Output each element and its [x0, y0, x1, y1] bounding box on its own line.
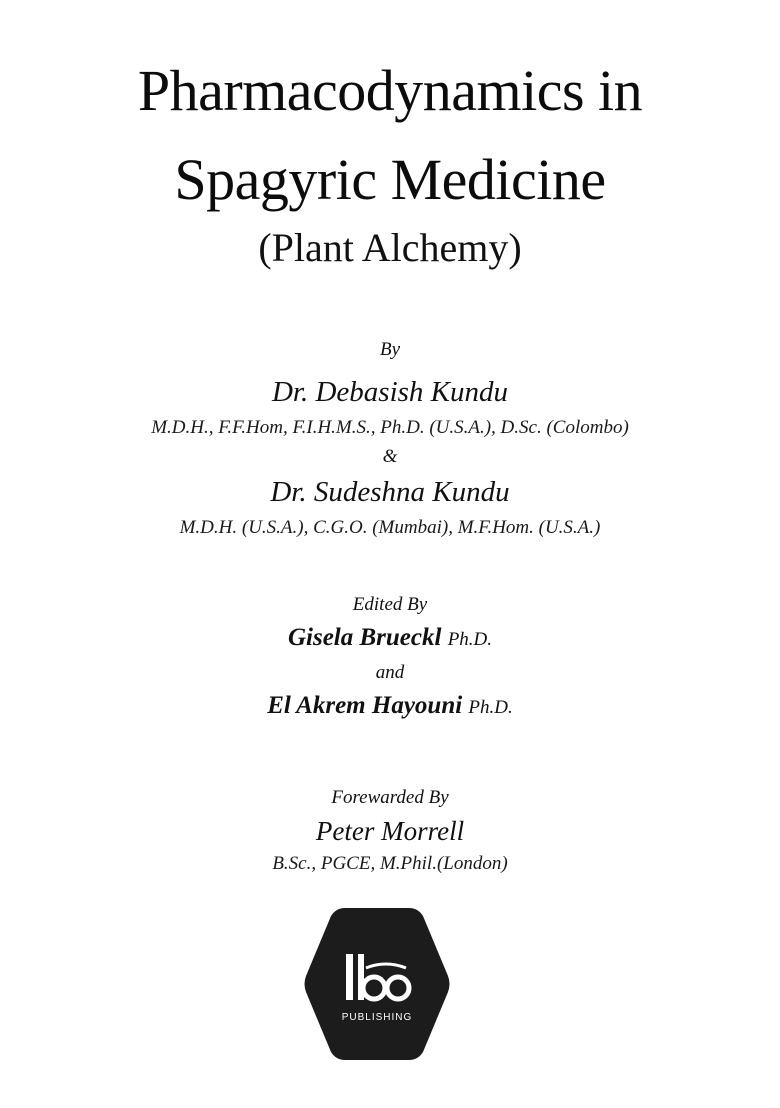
editor-2-name: El Akrem Hayouni: [267, 692, 463, 719]
editor-1-name: Gisela Brueckl: [287, 624, 442, 651]
ampersand: &: [382, 446, 398, 467]
svg-text:PUBLISHING: PUBLISHING: [341, 1012, 413, 1023]
editor-2: [0, 692, 780, 722]
editor-1-degree: Ph.D.: [447, 629, 493, 650]
foreword-label: Forewarded By: [331, 787, 449, 808]
subtitle: (Plant Alchemy): [258, 225, 522, 270]
edited-by-label: Edited By: [352, 594, 428, 615]
publisher-logo: [302, 904, 452, 1064]
author-2-credentials: M.D.H. (U.S.A.), C.G.O. (Mumbai), M.F.Hom. (U.S.A.): [179, 517, 601, 538]
hexagon-logo-icon: [302, 904, 452, 1064]
foreword-credentials: B.Sc., PGCE, M.Phil.(London): [272, 853, 508, 874]
title-line-2: Spagyric Medicine: [174, 147, 606, 212]
author-2-name: Dr. Sudeshna Kundu: [270, 476, 510, 508]
editor-2-degree: Ph.D.: [468, 697, 513, 718]
author-1-credentials: M.D.H., F.F.Hom, F.I.H.M.S., Ph.D. (U.S.A.), D.Sc. (Colombo): [151, 417, 629, 438]
foreword-name: Peter Morrell: [315, 816, 465, 846]
and-label: and: [375, 662, 405, 683]
author-1-name: Dr. Debasish Kundu: [271, 376, 509, 408]
editor-1: [0, 624, 780, 654]
by-label: By: [379, 339, 401, 360]
title-line-1: Pharmacodynamics in: [137, 58, 643, 123]
